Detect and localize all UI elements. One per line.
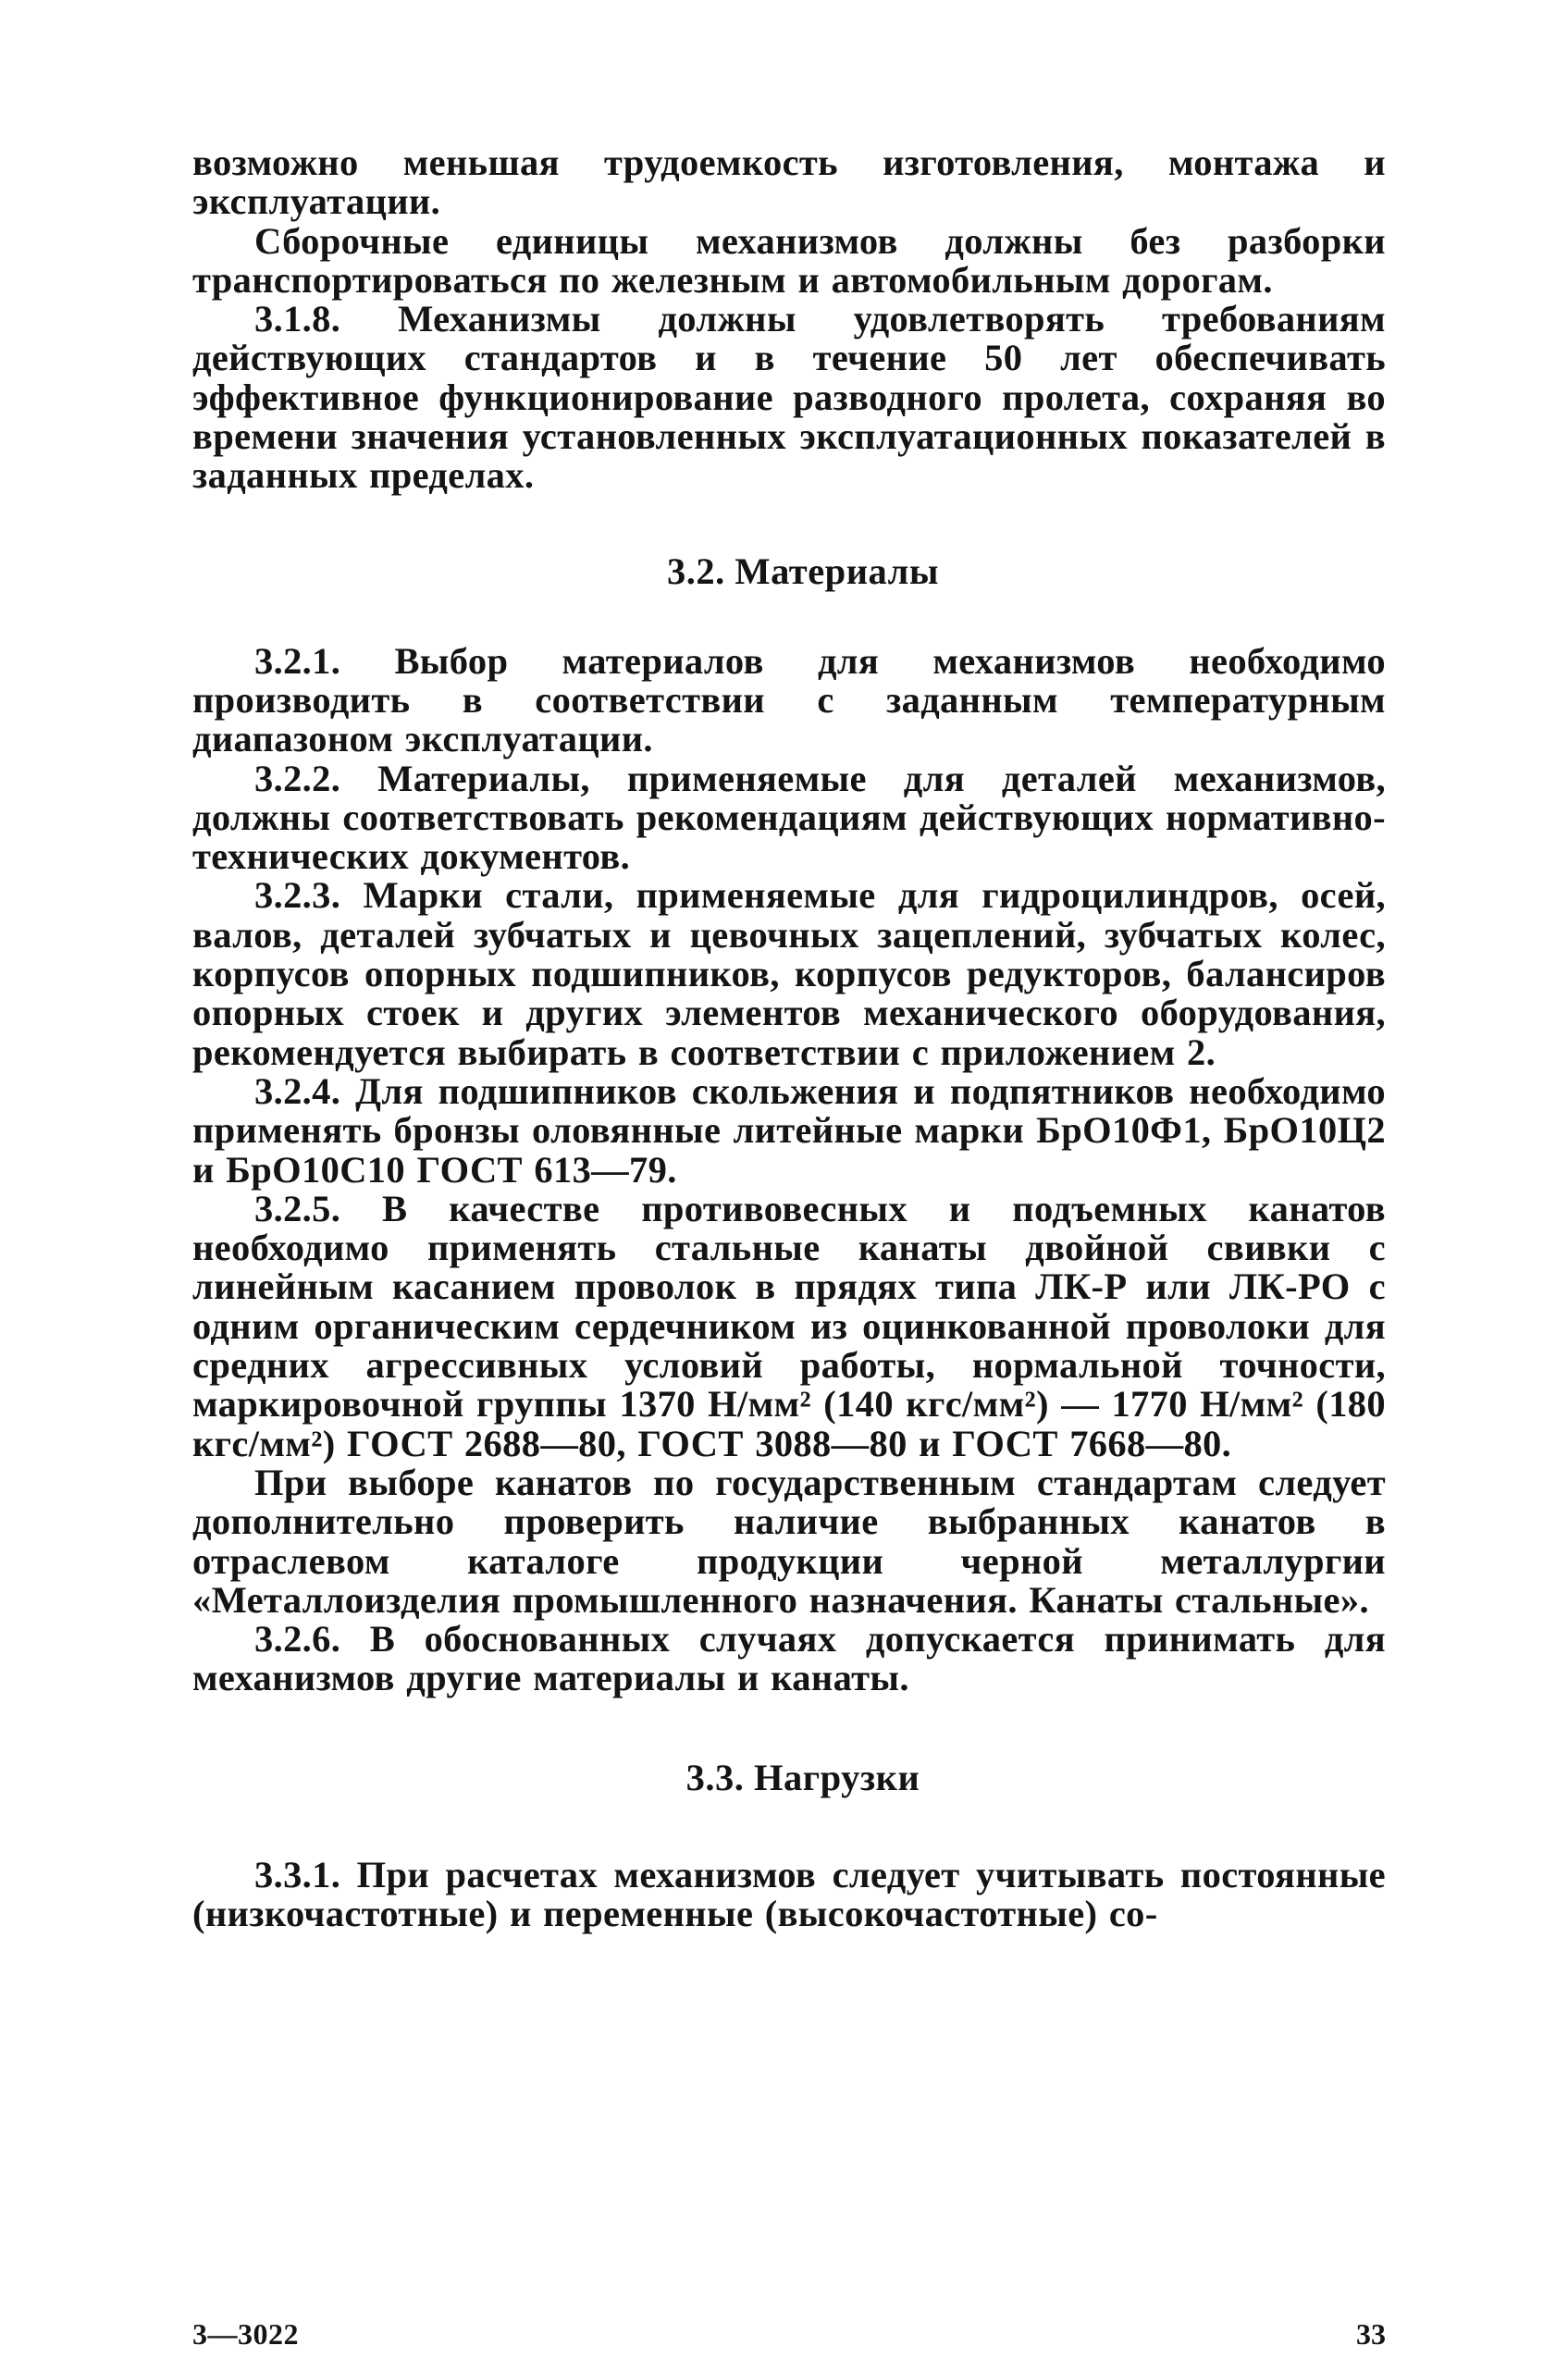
paragraph: возможно меньшая трудоемкость изготовления, монтажа и эксплуатации. bbox=[192, 142, 1386, 223]
page-number: 33 bbox=[1356, 2317, 1386, 2351]
paragraph: 3.2.2. Материалы, применяемые для деталей механизмов, должны соответствовать рекомендациям действующих нормативно-технических документов. bbox=[192, 757, 1386, 878]
paragraph: При выборе канатов по государственным стандартам следует дополнительно проверить наличие выбранных канатов в отраслевом каталоге продукции черной металлургии «Металлоизделия промышленного назначения. Канаты стальные». bbox=[192, 1461, 1386, 1621]
paragraph: 3.2.3. Марки стали, применяемые для гидроцилиндров, осей, валов, деталей зубчатых и цевочных зацеплений, зубчатых колес, корпусов опорных подшипников, корпусов редукторов, балансиров опорных стоек и других элементов механического оборудования, рекомендуется выбирать в соответствии с приложением 2. bbox=[192, 874, 1386, 1073]
page-footer bbox=[192, 2317, 1386, 2358]
paragraph: Сборочные единицы механизмов должны без разборки транспортироваться по железным и автомобильным дорогам. bbox=[192, 219, 1386, 301]
paragraph: 3.3.1. При расчетах механизмов следует учитывать постоянные (низкочастотные) и переменные (высокочастотные) со- bbox=[192, 1853, 1386, 1934]
paragraph: 3.2.5. В качестве противовесных и подъемных канатов необходимо применять стальные канаты двойной свивки с линейным касанием проволок в прядях типа ЛК-Р или ЛК-РО с одним органическим сердечником из оцинкованной проволоки для средних агрессивных условий работы, нормальной точности, маркировочной группы 1370 Н/мм² (140 кгс/мм²) — 1770 Н/мм² (180 кгс/мм²) ГОСТ 2688—80, ГОСТ 3088—80 и ГОСТ 7668—80. bbox=[192, 1187, 1386, 1464]
section-heading-materials: 3.2. Материалы bbox=[667, 549, 939, 592]
paragraph: 3.2.4. Для подшипников скольжения и подпятников необходимо применять бронзы оловянные литейные марки БрО10Ф1, БрО10Ц2 и БрО10С10 ГОСТ 613—79. bbox=[192, 1069, 1386, 1191]
paragraph: 3.1.8. Механизмы должны удовлетворять требованиям действующих стандартов и в течение 50 лет обеспечивать эффективное функционирование разводного пролета, сохраняя во времени значения установленных эксплуатационных показателей в заданных пределах. bbox=[192, 298, 1386, 497]
paragraph: 3.2.1. Выбор материалов для механизмов необходимо производить в соответствии с заданным температурным диапазоном эксплуатации. bbox=[192, 639, 1386, 760]
section-heading-loads: 3.3. Нагрузки bbox=[685, 1756, 920, 1798]
paragraph: 3.2.6. В обоснованных случаях допускается принимать для механизмов другие материалы и канаты. bbox=[192, 1618, 1386, 1699]
printer-signature: 3—3022 bbox=[192, 2317, 299, 2351]
document-page bbox=[192, 142, 1386, 2351]
